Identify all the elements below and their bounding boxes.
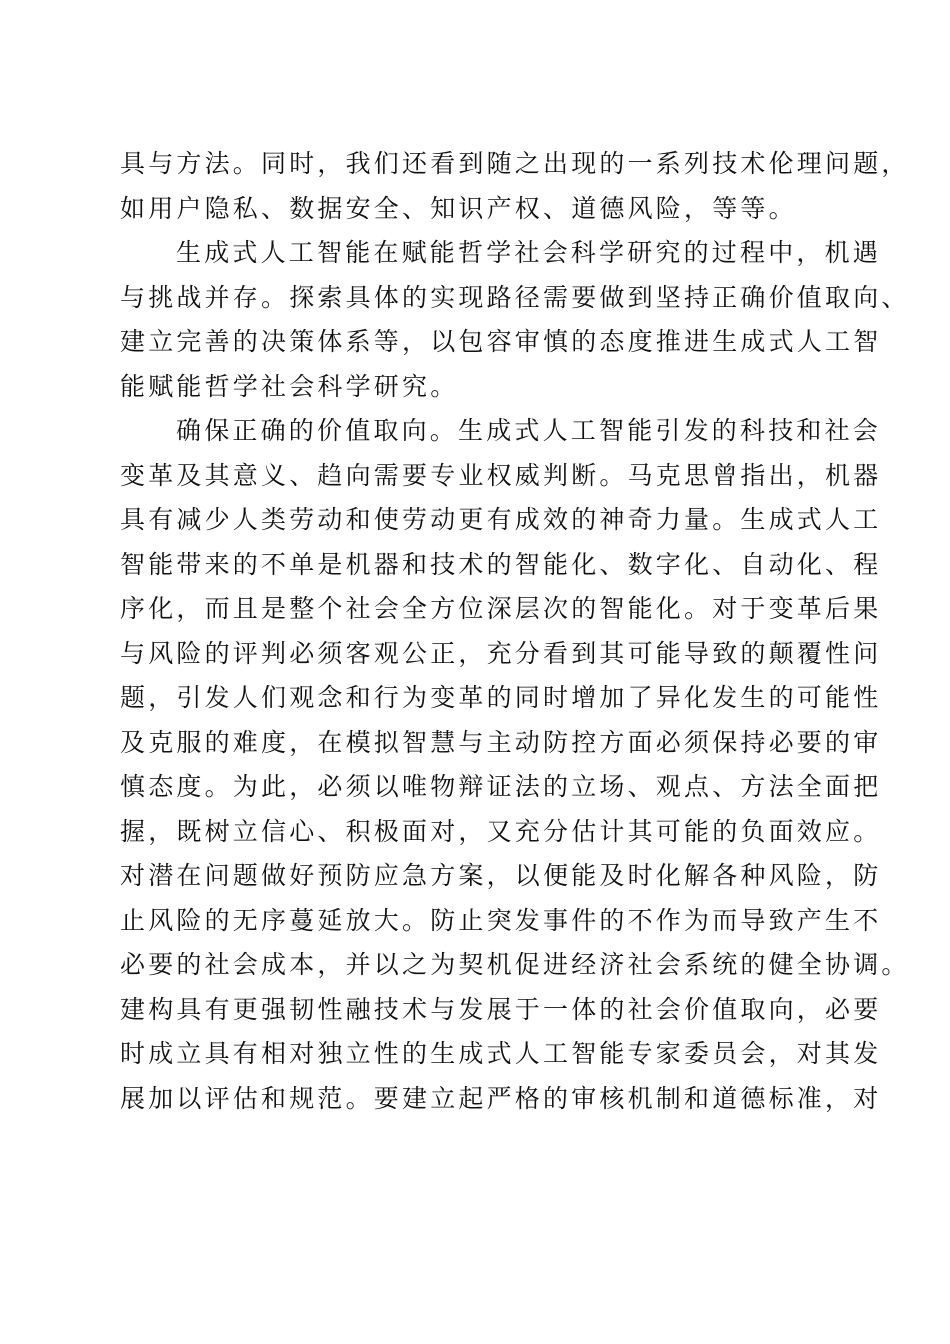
paragraph-line: 如用户隐私、数据安全、知识产权、道德风险，等等。 (120, 193, 797, 223)
paragraph-line: 确保正确的价值取向。生成式人工智能引发的科技和社会 (176, 416, 882, 445)
paragraph-line: 止风险的无序蔓延放大。防止突发事件的不作为而导致产生不 (120, 905, 882, 935)
paragraph-line: 及克服的难度，在模拟智慧与主动防控方面必须保持必要的审 (120, 727, 882, 757)
paragraph-line: 建立完善的决策体系等，以包容审慎的态度推进生成式人工智 (120, 327, 882, 356)
paragraph-line: 能赋能哲学社会科学研究。 (120, 371, 459, 401)
paragraph-line: 具与方法。同时，我们还看到随之出现的一系列技术伦理问题， (120, 149, 910, 178)
paragraph-line: 变革及其意义、趋向需要专业权威判断。马克思曾指出，机器 (120, 460, 882, 490)
paragraph-1 (120, 142, 910, 231)
paragraph-line: 握，既树立信心、积极面对，又充分估计其可能的负面效应。 (120, 816, 882, 846)
paragraph-line: 与风险的评判必须客观公正，充分看到其可能导致的颠覆性问 (120, 638, 882, 668)
paragraph-line: 具有减少人类劳动和使劳动更有成效的神奇力量。生成式人工 (120, 505, 882, 534)
paragraph-3 (120, 409, 910, 1121)
paragraph-line: 对潜在问题做好预防应急方案，以便能及时化解各种风险，防 (120, 861, 882, 890)
paragraph-line: 生成式人工智能在赋能哲学社会科学研究的过程中，机遇 (176, 238, 882, 267)
paragraph-line: 慎态度。为此，必须以唯物辩证法的立场、观点、方法全面把 (120, 772, 882, 801)
document-body (120, 142, 910, 1121)
paragraph-line: 题，引发人们观念和行为变革的同时增加了异化发生的可能性 (120, 683, 882, 712)
paragraph-2 (120, 231, 910, 409)
paragraph-line: 与挑战并存。探索具体的实现路径需要做到坚持正确价值取向、 (120, 282, 910, 312)
paragraph-line: 智能带来的不单是机器和技术的智能化、数字化、自动化、程 (120, 549, 882, 579)
paragraph-line: 必要的社会成本，并以之为契机促进经济社会系统的健全协调。 (120, 950, 910, 979)
paragraph-line: 展加以评估和规范。要建立起严格的审核机制和道德标准，对 (120, 1083, 882, 1113)
paragraph-line: 序化，而且是整个社会全方位深层次的智能化。对于变革后果 (120, 594, 882, 623)
paragraph-line: 建构具有更强韧性融技术与发展于一体的社会价值取向，必要 (120, 994, 882, 1024)
paragraph-line: 时成立具有相对独立性的生成式人工智能专家委员会，对其发 (120, 1039, 882, 1068)
